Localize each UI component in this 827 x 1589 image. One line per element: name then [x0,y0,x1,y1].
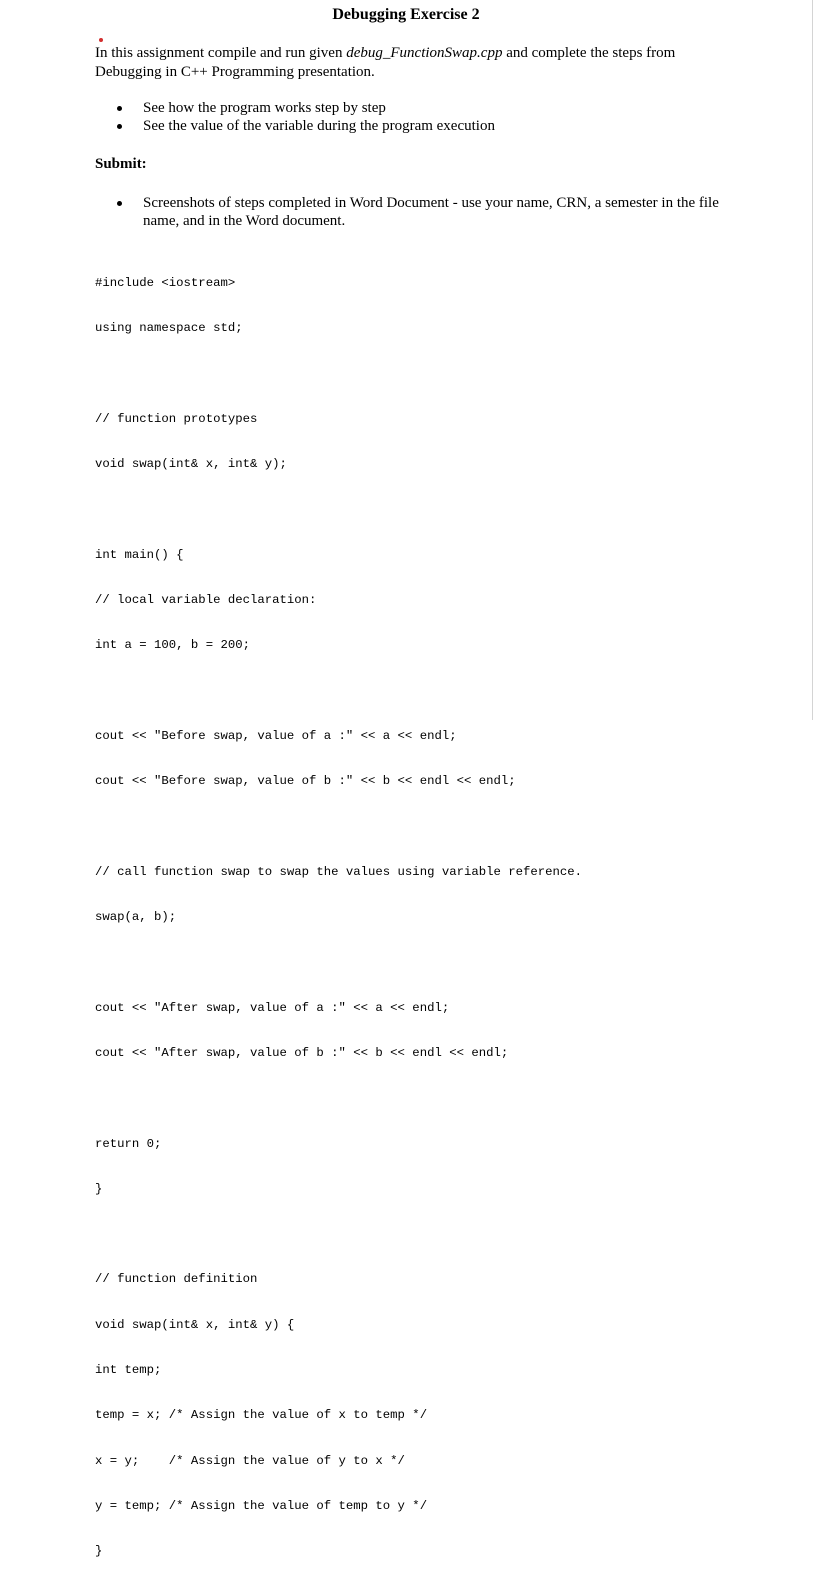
bullet-item [95,194,745,230]
intro-paragraph [95,44,735,82]
intro-filename: debug_FunctionSwap.cpp [346,45,503,61]
submit-bullet-list [95,194,745,230]
bullet-dot-icon [117,106,122,111]
page-right-border [812,0,813,720]
bullet-text: See the value of the variable during the program execution [143,118,495,134]
code-line: temp = x; /* Assign the value of x to temp */ [95,1408,428,1423]
code-line: cout << "After swap, value of b :" << b << endl << endl; [95,1045,509,1060]
code-listing [95,246,582,1589]
code-line: // call function swap to swap the values using variable reference. [95,864,583,879]
submit-heading: Submit: [95,156,147,172]
document-title: Debugging Exercise 2 [332,6,480,23]
code-line: // function prototypes [95,412,258,427]
code-line: using namespace std; [95,321,243,336]
code-line: x = y; /* Assign the value of y to x */ [95,1453,405,1468]
code-line: // function definition [95,1272,258,1287]
code-line: swap(a, b); [95,910,177,925]
code-line: int a = 100, b = 200; [95,638,250,653]
bullet-text: Screenshots of steps completed in Word Document - use your name, CRN, a semester in the file name, and in the Word document. [143,195,719,229]
bullet-item [95,99,745,117]
code-line: cout << "Before swap, value of b :" << b << endl << endl; [95,774,516,789]
code-line: void swap(int& x, int& y); [95,457,287,472]
bullet-dot-icon [117,201,122,206]
code-line: // local variable declaration: [95,593,317,608]
code-line: cout << "Before swap, value of a :" << a << endl; [95,729,457,743]
bullet-item [95,117,745,135]
bullet-text: See how the program works step by step [143,100,386,116]
code-line: #include <iostream> [95,276,236,291]
code-line [95,367,582,382]
code-line [95,955,582,970]
code-line [95,503,582,518]
code-line [95,1091,582,1106]
steps-bullet-list [95,99,745,135]
code-line: void swap(int& x, int& y) { [95,1317,295,1332]
bullet-dot-icon [117,124,122,129]
code-line: y = temp; /* Assign the value of temp to y */ [95,1498,428,1513]
code-line [95,684,582,699]
code-line: return 0; [95,1136,162,1151]
intro-prefix: In this assignment compile and run given [95,45,347,61]
intro-suffix: and complete the steps from Debugging in C++ Programming presentation. [95,45,676,80]
code-line: int temp; [95,1362,162,1377]
text-cursor-marker [99,38,103,42]
code-line: } [95,1544,103,1559]
code-line [95,820,582,835]
code-line: cout << "After swap, value of a :" << a << endl; [95,1000,450,1015]
code-line: int main() { [95,547,184,562]
code-line [95,1227,582,1242]
code-line: } [95,1181,103,1196]
